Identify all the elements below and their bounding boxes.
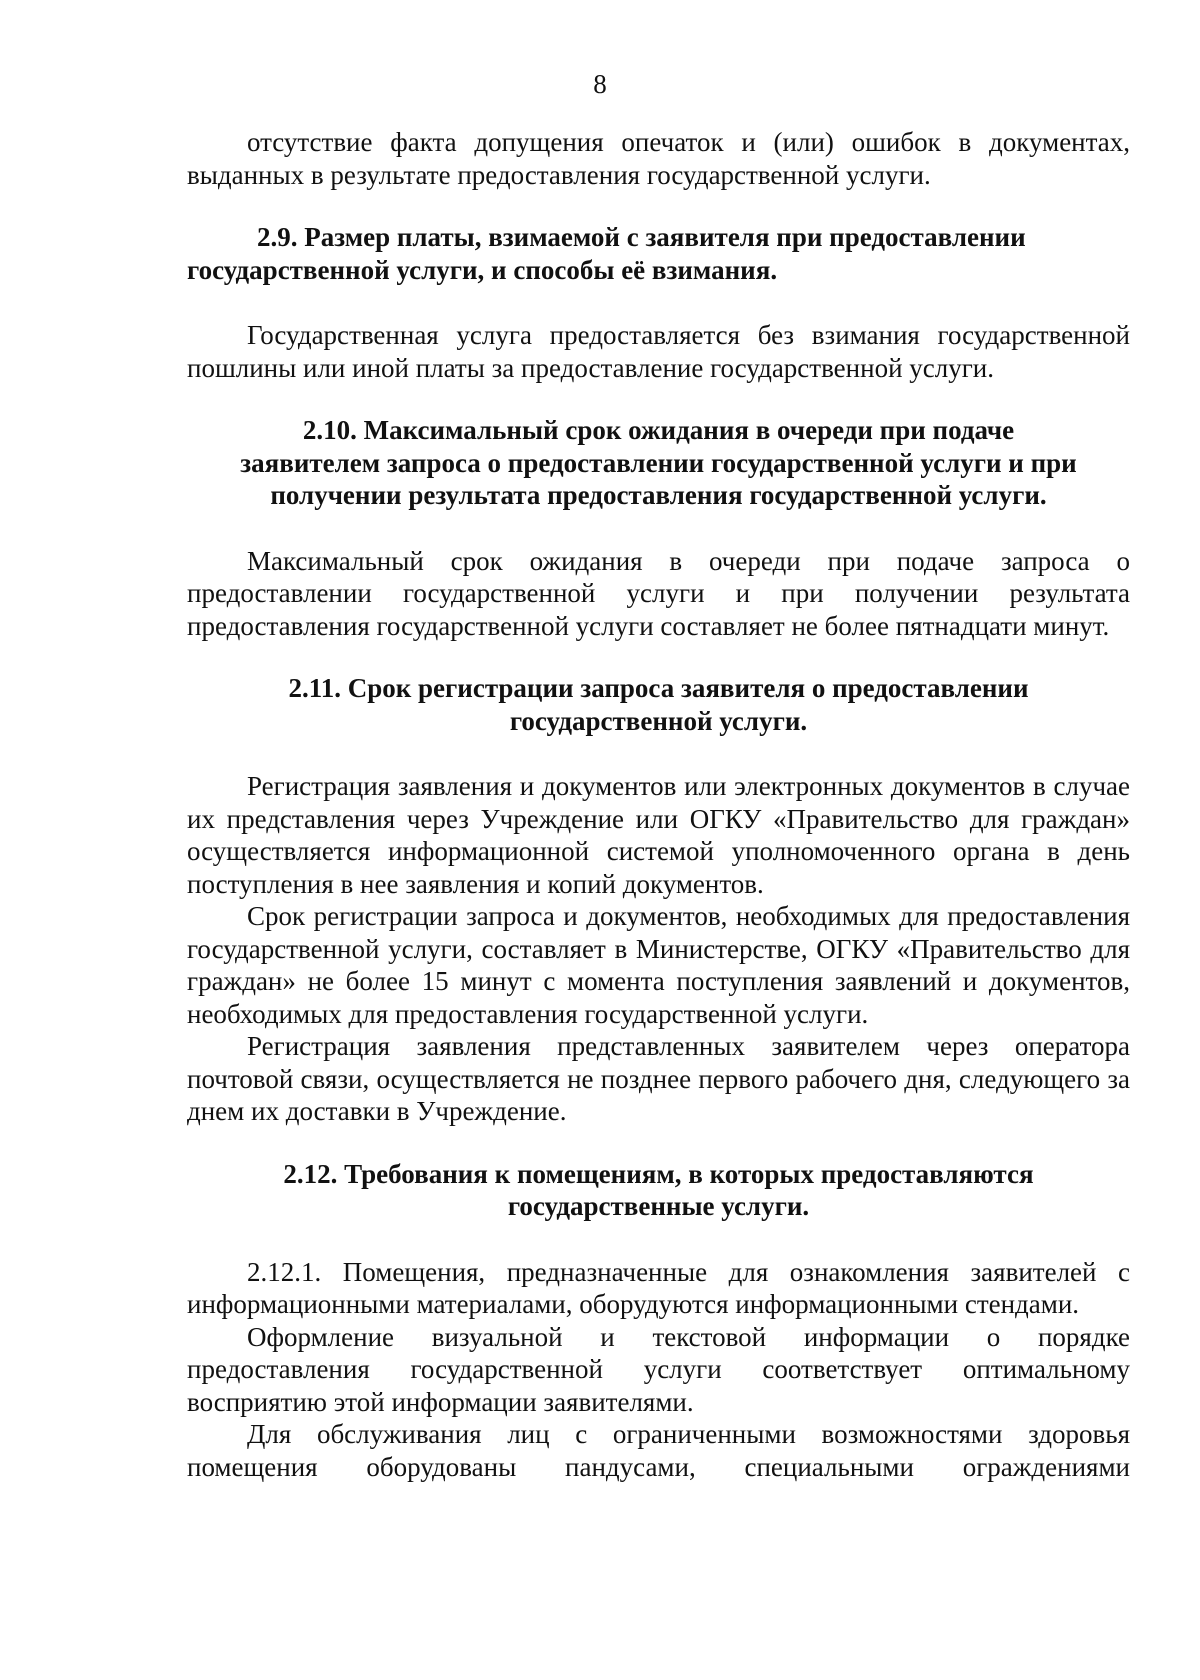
section-2-10-heading — [187, 414, 1130, 512]
section-2-10-heading-line: заявителем запроса о предоставлении государственной услуги и при — [240, 447, 1077, 478]
intro-paragraph: отсутствие факта допущения опечаток и (или) ошибок в документах, выданных в результате предоставления государственной услуги. — [187, 127, 1130, 190]
section-2-10-paragraph: Максимальный срок ожидания в очереди при подаче запроса о предоставлении государственной услуги и при получении результата предоставления государственной услуги составляет не более пятнадцати минут. — [187, 545, 1130, 641]
section-2-12-paragraph-3: Для обслуживания лиц с ограниченными возможностями здоровья помещения оборудованы пандусами, специальными ограждениями — [187, 1419, 1130, 1482]
section-2-10-heading-line: 2.10. Максимальный срок ожидания в очереди при подаче — [302, 415, 1015, 445]
section-2-12-heading-line: 2.12. Требования к помещениям, в которых предоставляются — [283, 1158, 1034, 1189]
document-body — [187, 126, 1130, 1483]
section-2-11-paragraph-3: Регистрация заявления представленных заявителем через оператора почтовой связи, осуществляется не позднее первого рабочего дня, следующего за днем их доставки в Учреждение. — [187, 1031, 1130, 1126]
section-2-11-heading-line: 2.11. Срок регистрации запроса заявителя о предоставлении — [288, 673, 1029, 703]
section-2-11-heading-line: государственной услуги. — [509, 705, 808, 736]
section-2-12-heading — [187, 1158, 1130, 1223]
section-2-12-paragraph-2: Оформление визуальной и текстовой информации о порядке предоставления государственной услуги соответствует оптимальному восприятию этой информации заявителями. — [187, 1321, 1130, 1417]
section-2-11-paragraph-1: Регистрация заявления и документов или электронных документов в случае их представления через Учреждение или ОГКУ «Правительство для граждан» осуществляется информационной системой уполномоченного органа в день поступления в нее заявления и копий документов. — [187, 771, 1130, 899]
section-2-9-paragraph: Государственная услуга предоставляется без взимания государственной пошлины или иной платы за предоставление государственной услуги. — [187, 320, 1130, 383]
section-2-9-heading: 2.9. Размер платы, взимаемой с заявителя при предоставлении государственной услуги, и способы её взимания. — [187, 222, 1026, 285]
section-2-11-heading — [187, 672, 1130, 737]
section-2-10-heading-line: получении результата предоставления государственной услуги. — [270, 480, 1047, 510]
page-number: 8 — [593, 69, 607, 99]
section-2-11-paragraph-2: Срок регистрации запроса и документов, необходимых для предоставления государственной услуги, составляет в Министерстве, ОГКУ «Правительство для граждан» не более 15 минут с момента поступления заявлений и документов, необходимых для предоставления государственной услуги. — [187, 901, 1130, 1029]
section-2-12-heading-line: государственные услуги. — [507, 1191, 810, 1221]
section-2-12-paragraph-1: 2.12.1. Помещения, предназначенные для ознакомления заявителей с информационными материалами, оборудуются информационными стендами. — [187, 1256, 1130, 1319]
